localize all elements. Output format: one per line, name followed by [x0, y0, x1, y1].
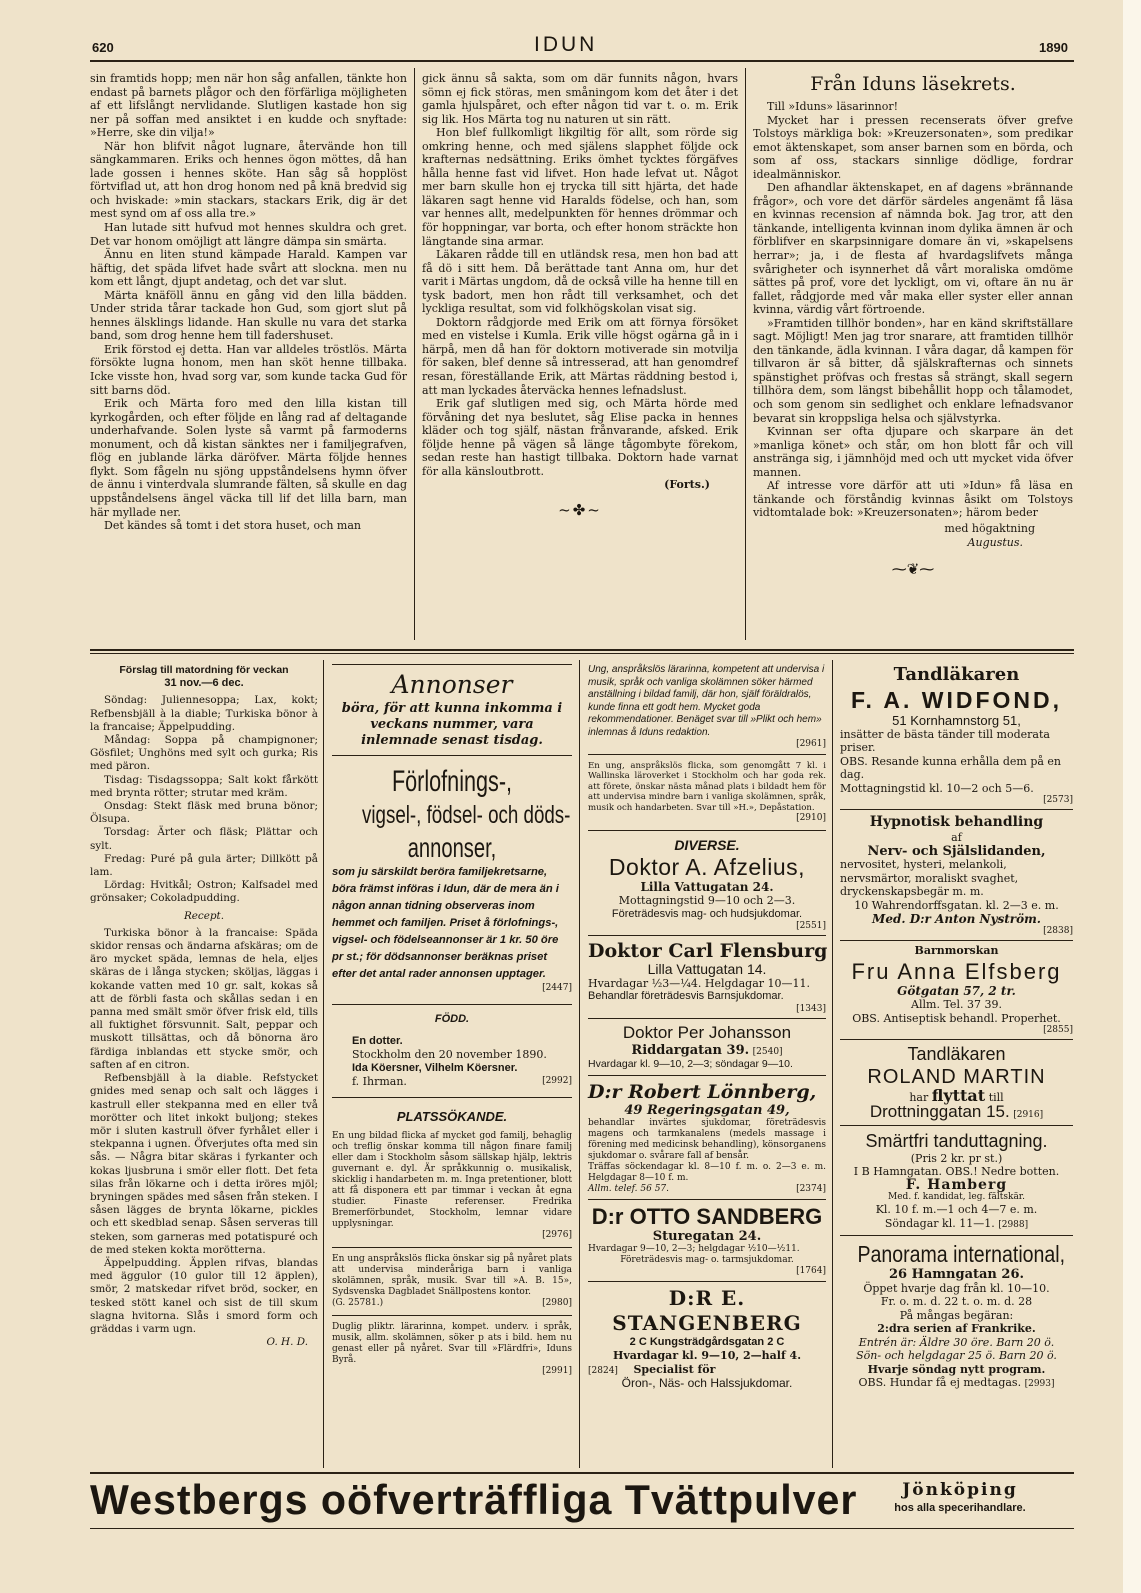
dentist-name: ROLAND MARTIN: [867, 1066, 1046, 1089]
ad-ref: [2988]: [998, 1220, 1029, 1231]
ad-ref: [2540]: [752, 1046, 783, 1057]
panorama-price: Sön- och helgdagar 25 ö. Barn 20 ö.: [856, 1349, 1057, 1363]
annonser-column: [332, 664, 572, 1377]
rule: [588, 935, 826, 936]
rule: [332, 1247, 572, 1248]
panorama-request: På mångas begäran:: [899, 1308, 1014, 1322]
doctor-text: behandlar invärtes sjukdomar, företrädesvis magens och tarmkanalens (medels massage i förening med medicinsk behandling), könsorganens sjukdomar o. svårare fall af bensår.: [588, 1117, 826, 1161]
panorama-price: Entrén är: Äldre 30 öre. Barn 20 ö.: [858, 1335, 1055, 1349]
forlof-text: som ju särskildt beröra familjekretsarne, böra främst införas i Idun, där de mera än i någon annan tidning observeras inom hemmet och familjen. Priset å förlofnings-, vigsel- och födelseannonser är 1 kr. 50 öre pr st.; för dödsannonser beräknas priset efter det antal rader annonsen upptager.: [332, 866, 559, 980]
footer-retail: hos alla specerihandlare.: [894, 1502, 1026, 1514]
rule: [332, 1315, 572, 1316]
doctor-hours: Hvardagar kl. 9—10, 2—half 4.: [612, 1349, 802, 1363]
forlof-heading-2: vigsel-, födsel- och döds-: [362, 801, 571, 829]
hypnosis-af: af: [951, 831, 962, 845]
recipe: Äppelpudding. Äpplen rifvas, blandas med äggulor (10 gulor till 12 äpplen), smör, 2 matskedar rifvet bröd, socker, en tesked stött kanel och sist de till skum slagna hvitorna. Slås i smord form och gräddas i varm ugn.: [90, 1256, 318, 1335]
rule: [588, 830, 826, 831]
painless-title: Smärtfri tanduttagning.: [865, 1130, 1048, 1151]
menu-day: Lördag: Hvitkål; Ostron; Kalfsadel med grönsaker; Cokoladpudding.: [90, 879, 318, 905]
rule: [840, 1235, 1073, 1236]
hypnosis-address: 10 Wahrendorffsgatan. kl. 2—3 e. m.: [854, 899, 1059, 913]
midwife-address: Götgatan 57, 2 tr.: [897, 983, 1016, 998]
lasekrets-paragraph: Kvinnan ser ofta djupare och skarpare än det »manliga könet» och står, om hon blott får och vill anstränga sig, i jämnhöjd med och utt mycket vida öfver mannen.: [753, 425, 1073, 479]
lasekrets-paragraph: Mycket har i pressen recenserats öfver grefve Tolstoys märkliga bok: »Kreuzersonaten», som predikar emot äktenskapet, som anser barnen som en börda, och som af oss, stackars sinnlige dödlige, fordrar idealmänniskor.: [753, 113, 1073, 181]
doctor-specialty: Behandlar företrädesvis Barnsjukdomar.: [588, 990, 784, 1003]
doctor-hours: Träffas söckendagar kl. 8—10 f. m. o. 2—3 e. m. Helgdagar 8—10 f. m.: [588, 1161, 826, 1183]
painless-degree: Med. f. kandidat, leg. fältskär.: [888, 1192, 1025, 1203]
ad-ref: [2976]: [542, 1230, 572, 1241]
story-column-1: [90, 72, 407, 533]
dentist-moved: flyttat: [931, 1086, 986, 1106]
annonser-subtitle: böra, för att kunna inkomma i veckans nummer, vara inlemnade senast tisdag.: [341, 701, 563, 748]
doctor-address: Lilla Vattugatan 24.: [640, 879, 774, 894]
annonser-title: Annonser: [391, 670, 513, 699]
painless-sunday: Söndagar kl. 11—1.: [884, 1217, 995, 1231]
story-paragraph: Hon blef fullkomligt likgiltig för allt, som rörde sig omkring henne, och med själens slapphet följde ock krafternas nedsättning. Eriks ömhet tycktes förgäfves hålla henne fast vid lifvet. Hon hade lefvat ut. Något mer barn skulle hon ej trycka till sitt hjärta, det hade läkaren sagt henne vid Haralds födelse, och han, som var hennes allt, medelpunkten för hennes drömmar och för hoppningar, var borta, och efter honom sträckte hon längtande sina armar.: [422, 126, 738, 248]
fodd-line: Stockholm den 20 november 1890.: [352, 1048, 547, 1062]
doctor-address: 2 C Kungsträdgårdsgatan 2 C: [629, 1335, 785, 1348]
midwife-telephone: Allm. Tel. 37 39.: [911, 998, 1002, 1012]
rule: [588, 1018, 826, 1019]
dentist-address: 51 Kornhamnstorg 51,: [892, 713, 1021, 728]
painless-price: (Pris 2 kr. pr st.): [910, 1151, 1003, 1165]
hypnosis-doctor: Med. D:r Anton Nyström.: [872, 911, 1041, 926]
page-edge: [1123, 0, 1141, 1593]
menu-column: [90, 664, 318, 1349]
fodd-line: f. Ihrman.: [352, 1075, 407, 1089]
midwife-name: Fru Anna Elfsberg: [851, 958, 1062, 984]
doctor-specialty: Företrädesvis mag- och hudsjukdomar.: [611, 907, 803, 920]
doctor-name: Doktor Carl Flensburg: [588, 940, 828, 963]
doctor-address: Sturegatan 24.: [652, 1228, 762, 1244]
menu-dates: 31 nov.—6 dec.: [164, 677, 244, 690]
doctor-hours: Hvardagar ½3—¼4. Helgdagar 10—11.: [588, 976, 810, 990]
lasekrets-paragraph: Af intresse vore därför att uti »Idun» få läsa en tänkande och förståndig kvinnas åsikt om Tolstoys vidtomtalade bok: »Kreuzersonaten»; härom beder: [753, 479, 1073, 520]
rule: [332, 664, 572, 665]
column-divider: [323, 660, 324, 1468]
section-rule: [90, 649, 1074, 651]
column-divider: [832, 660, 833, 1468]
doctor-hours: Hvardagar kl. 9—10, 2—3; söndagar 9—10.: [588, 1057, 793, 1070]
dentist-obs: OBS. Resande kunna erhålla dem på en dag.: [840, 754, 1062, 782]
lasekrets-paragraph: Den afhandlar äktenskapet, en af dagens »brännande frågor», och vore det därför särdeles angenämt få läsa en kvinnas recension af nämnda bok. Jag tror, att den tänkande, intelligenta kvinnan inom dylika ämnen är och förblifver en skarpsinnigare domare än vi, »skapelsens herrar»; ja, i de flesta af hvardagslifvets många svårigheter och isynnerhet då vårt moraliska omdöme sättes på prof, vore det lyckligt, om vi, oftare än nu är fallet, rådgjorde med vår maka eller syster eller annan kvinna, värdig vårt förtroende.: [753, 181, 1073, 317]
ad-ref: [2855]: [1043, 1025, 1073, 1036]
recept-title: Recept.: [183, 909, 225, 922]
ornament: ~✤~: [558, 500, 602, 519]
story-paragraph: Erik gaf slutligen med sig, och Märta hörde med förvåning det nya beslutet, såg Elise packa in hennes kläder och tog själf, nästan frånvarande, afsked. Erik följde henne på vägen så länge tågombyte förekom, sedan reste han hastigt tillbaka. Doktorn hade varnat för alla känsloutbrott.: [422, 397, 738, 478]
rule: [332, 1004, 572, 1005]
doctor-hours: Mottagningstid 9—10 och 2—3.: [618, 894, 796, 908]
flourish-icon: ⁓❦⁓: [891, 560, 935, 579]
doctor-telephone: Allm. telef. 56 57.: [588, 1183, 670, 1194]
painless-hours: Kl. 10 f. m.—1 och 4—7 e. m.: [875, 1203, 1038, 1217]
menu-day: Onsdag: Stekt fläsk med bruna bönor; Ölsupa.: [90, 800, 318, 826]
fodd-title: FÖDD.: [434, 1013, 470, 1025]
ad-ref: [2447]: [542, 983, 572, 993]
panorama-dates: Fr. o. m. d. 22 t. o. m. d. 28: [880, 1295, 1033, 1309]
lasekrets-greeting: Till »Iduns» läsarinnor!: [767, 100, 899, 113]
doctor-address: 49 Regeringsgatan 49,: [624, 1103, 790, 1119]
section-rule: [90, 653, 1074, 654]
story-paragraph: sin framtids hopp; men när hon såg anfallen, tänkte hon endast på barnets plågor och den förfärliga möjligheten af ett lifslångt nervlidande. Slutligen kastade hon sig ner på soffan med ansiktet i en kudde och snyftade: »Herre, ske din vilja!»: [90, 72, 407, 140]
rule: [840, 1039, 1073, 1040]
forlof-heading-3: annonser,: [407, 832, 497, 863]
fodd-line: En dotter.: [352, 1034, 403, 1047]
plats-ad: Duglig pliktr. lärarinna, kompet. underv. i språk, musik, allm. skolämnen, söker p ats i bild. hem nu genast eller på nyåret. Svar till »Flärdfri», Iduns Byrå.: [332, 1322, 572, 1366]
ad-ref: [2838]: [1043, 926, 1073, 937]
footer-banner: Westbergs oöfverträffliga Tvättpulver: [90, 1476, 858, 1523]
doctors-column: [588, 664, 826, 1390]
ad-ref: [2824]: [588, 1365, 618, 1376]
footer-rule: [90, 1528, 1074, 1529]
ad-ref: [1764]: [796, 1265, 826, 1276]
dentist-address: Drottninggatan 15.: [869, 1101, 1010, 1121]
menu-day: Tisdag: Tisdagssoppa; Salt kokt fårkött med brynta rötter; strutar med kräm.: [90, 773, 318, 799]
doctor-address: Lilla Vattugatan 14.: [647, 961, 767, 978]
dentist-name: F. A. WIDFOND,: [850, 687, 1063, 713]
story-paragraph: Märta knäföll ännu en gång vid den lilla bädden. Under strida tårar tackade hon Gud, som gjort slut på hennes älsklings lidande. Han skulle nu vara det starka band, som drog henne hem till fadershuset.: [90, 288, 407, 343]
story-paragraph: Doktorn rådgjorde med Erik om att förnya försöket med en vistelse i Kumla. Erik ville högst ogärna gå in i härpå, men då han för doktorn motiverade sin motvilja för saken, blef denne så intresserad, att han genomdref resan, föreställande Erik, att Märtas räddning bestod i, att man lyckades återväcka hennes lefnadslust.: [422, 315, 738, 397]
dentist-title: Tandläkaren: [893, 664, 1020, 685]
doctor-address: Riddargatan 39.: [631, 1042, 750, 1058]
doctor-specialty: Öron-, Näs- och Halssjukdomar.: [621, 1375, 793, 1390]
ad-ref: [2991]: [542, 1366, 572, 1377]
dentist-text: insätter de bästa tänder till moderata priser.: [840, 727, 1050, 755]
lasekrets-title: Från Iduns läsekrets.: [810, 73, 1016, 95]
rule: [588, 1281, 826, 1282]
rule: [840, 1125, 1073, 1126]
story-paragraph: Läkaren rådde till en utländsk resa, men hon bad att få dö i sitt hem. Då berättade tant Anna om, hur det varit i Märtas ungdom, då de också ville ha henne till en tysk badort, men hon rådt till verksamhet, och det lyckliga resultat, som vid folkhögskolan visat sig.: [422, 248, 738, 316]
dentist-title: Tandläkaren: [907, 1044, 1006, 1065]
menu-title: Förslag till matordning för veckan: [119, 664, 289, 676]
story-paragraph: Det kändes så tomt i det stora huset, och man: [104, 519, 361, 533]
rule: [332, 1097, 572, 1098]
diverse-title: DIVERSE.: [674, 837, 740, 854]
menu-day: Torsdag: Ärter och fläsk; Plättar och sylt.: [90, 826, 318, 852]
ad-ref: [1343]: [796, 1003, 826, 1014]
recipe: Refbensbjäll à la diable. Refstycket gnides med senap och salt och lägges i kastrull eller stekpanna med en eller två morötter och litet inkokt buljong; stekes mör i sluten kastrull öfver fyrhålet eller i stekpanna i ugnen. Öfverjutes ofta med sin sås. — Några bitar skäras i fyrkanter och kokas ljusbruna i smör eller flott. Det feta silas från lökarne och i detta iröres mjöl; bryningen spädes med såsen från steken. I såsen lägges de brynta lökarne, pickles och ett skedblad senap. Såsen serveras till steken, som garneras med potatispuré och de med steken kokta morötterna.: [90, 1072, 318, 1256]
story-paragraph: gick ännu så sakta, som om där funnits någon, hvars sömn ej fick störas, men småningom kom det åter i det gamla hjulspåret, och efter någon tid var t. o. m. Erik sig lik. Hos Märta tog nu naturen ut sin rätt.: [422, 72, 738, 126]
rule: [840, 809, 1073, 810]
ad-ref: [2993]: [1024, 1379, 1055, 1390]
fodd-line: Ida Köersner, Vilhelm Köersner.: [352, 1061, 518, 1074]
lasekrets-column: [753, 72, 1073, 577]
rule: [588, 1199, 826, 1200]
ad-ref: [2374]: [796, 1183, 826, 1194]
doctor-name: D:r Robert Lönnberg,: [588, 1081, 817, 1104]
painless-address: I B Hamngatan. OBS.! Nedre botten.: [853, 1165, 1060, 1179]
midwife-title: Barnmorskan: [914, 944, 999, 958]
ad-ref: [2551]: [796, 921, 826, 932]
lasekrets-paragraph: »Framtiden tillhör bonden», har en känd skriftställare sagt. Möjligt! Men jag tror snarare, att framtiden tillhör den tänkande, ädla kvinnan. I våra dagar, då kampen för tillvaron är så bitter, då själskrafternas och sinnets spänstighet pröfvas och frestas så strängt, skall segern tillhöra dem, som längst bibehållit hopp och tålamodet, och som genom sin sedlighet och enklare lefnadsvanor bevarat sin kroppsliga helsa och självstyrka.: [753, 316, 1073, 425]
panorama-title: Panorama international,: [857, 1241, 1066, 1268]
ads-column-right: [840, 664, 1073, 1390]
page-number: 620: [92, 40, 114, 55]
story-paragraph: Ännu en liten stund kämpade Harald. Kampen var häftig, det späda lifvet hade svårt att slockna. men nu kom ett långt, djupt andetag, och det var slut.: [90, 248, 407, 289]
ad-ref: [2961]: [796, 739, 826, 749]
continued-note: (Forts.): [664, 478, 710, 492]
ad-ref: [2916]: [1013, 1109, 1044, 1120]
ad-ref: [2992]: [542, 1076, 572, 1087]
plats-ad: En ung bildad flicka af mycket god familj, behaglig och treflig önskar komma till någon finare familj eller dam i Stockholm såsom sällskap hjälp, lektris guvernant e. dyl. Är språkkunnig o. musikalisk, skicklig i handarbeten m. m. Inga pretentioner, blott att få disponera ett par timmar i veckan åt egna studier. Finaste referenser. Fredrika Bremerförbundet, Stockholm, lemnar vidare upplysningar.: [332, 1131, 572, 1230]
story-column-2: [422, 72, 738, 518]
lasekrets-closing: med högaktning: [944, 521, 1035, 535]
footer-city: Jönköping: [902, 1480, 1018, 1500]
rule: [588, 754, 826, 755]
menu-day: Fredag: Puré på gula ärter; Dillkött på lam.: [90, 852, 318, 879]
column-divider: [745, 68, 746, 640]
story-paragraph: Erik förstod ej detta. Han var alldeles tröstlös. Märta försökte lugna honom, men han sköt henne tillbaka. Icke visste hon, hvad sorg var, som kunde tacka Gud för sitt barns död.: [90, 342, 407, 397]
year: 1890: [1039, 40, 1068, 55]
ad-ref: [2573]: [1043, 795, 1073, 806]
rule: [840, 940, 1073, 941]
doctor-name: D:R E. STANGENBERG: [612, 1285, 802, 1335]
column-divider: [579, 660, 580, 1468]
forlof-heading-1: Förlofnings-,: [391, 765, 513, 798]
dentist-hours: Mottagningstid kl. 10—2 och 5—6.: [840, 781, 1034, 795]
panorama-program: Hvarje söndag nytt program.: [867, 1362, 1046, 1376]
story-paragraph: När hon blifvit något lugnare, återvände hon till sängkammaren. Eriks och hennes ögon möttes, då han lade gossen i hennes sköte. Han såg så hopplöst förtviflad ut, att hon drog honom ned på knä bredvid sig och hviskade: »min stackars, stackars Erik, dig är det mest synd om af oss alla tre.»: [90, 139, 407, 221]
doctor-specialty-label: Specialist för: [633, 1362, 716, 1376]
rule: [332, 755, 572, 756]
hypnosis-text: nervositet, hysteri, melankoli, nervsmärtor, moraliskt svaghet, dryckenskapsbegär m. m.: [840, 858, 1019, 899]
plats-note: (G. 25781.): [332, 1298, 384, 1309]
dentist-word: har: [909, 1091, 929, 1105]
menu-signature: O. H. D.: [266, 1336, 308, 1349]
hypnosis-title: Hypnotisk behandling: [869, 814, 1044, 831]
doctor-hours: Hvardagar 9—10, 2—3; helgdagar ½10—½11.: [588, 1243, 800, 1254]
story-paragraph: Han lutade sitt hufvud mot hennes skuldra och gret. Det var honom omöjligt att längre dämpa sin smärta.: [90, 221, 407, 248]
menu-day: Måndag: Soppa på champignoner; Gösfilet; Unghöns med sylt och gurka; Ris med päron.: [90, 734, 318, 773]
hypnosis-subtitle: Nerv- och Själslidanden,: [867, 843, 1046, 859]
doctor-name: D:r OTTO SANDBERG: [591, 1203, 823, 1229]
panorama-open: Öppet hvarje dag från kl. 10—10.: [863, 1281, 1050, 1295]
painless-name: F. Hamberg: [905, 1176, 1008, 1193]
recipe: Turkiska bönor à la francaise: Späda skidor rensas och ändarna afskäras; om de äro mycket späda, lemnas de hela, eljes skäras de i långa stycken; sköljas, läggas i kokande vatten med 10 gr. salt, kokas så att de förbli fasta och skållas sedan i en panna med smält smör öfver frisk eld, tills all fuktighet försvunnit. Salt, peppar och muskott tillsättas, och då bönorna äro färdiga inblandas ett stycke smör, och saften af en citron.: [90, 926, 318, 1071]
lasekrets-signature: Augustus.: [967, 535, 1023, 549]
ad-ref: [2910]: [796, 813, 826, 824]
teacher-ad: En ung, anspråkslös flicka, som genomgått 7 kl. i Wallinska läroverket i Stockholm och har goda rek. att förete, önskar nästa månad plats i bildadt hem för att undervisa mindre barn i vanliga skolämnen, språk, musik och handarbeten. Svar till »H.», Depåstation.: [588, 761, 826, 813]
panorama-address: 26 Hamngatan 26.: [888, 1267, 1025, 1283]
teacher-ad: Ung, anspråkslös lärarinna, kompetent att undervisa i musik, språk och vanliga skolämnen söker härmed anställning i bildad familj, där hon, själf föräldralös, kunde finna ett godt hem. Mycket goda rekommendationer. Benäget svar till »Plikt och hem» inlemnas å Iduns redaktion.: [588, 664, 825, 738]
masthead: IDUN: [534, 33, 598, 56]
column-divider: [414, 68, 415, 640]
panorama-series: 2:dra serien af Frankrike.: [877, 1322, 1036, 1336]
doctor-name: Doktor A. Afzelius,: [608, 853, 806, 880]
header-rule: [90, 60, 1074, 62]
story-paragraph: Erik och Märta foro med den lilla kistan till kyrkogården, och efter följde en lång rad af deltagande underhafvande. Solen lyste så varmt på farmoderns monument, och då kistan sänktes ner i familjegrafven, flög en jublande lärka däröfver. Märta följde hennes flykt. Som fågeln nu sjöng uppståndelsens hymn öfver de ännu i vinterdvala slumrande fälten, så skulle en dag uppståndelsens ängel väcka till lif det lilla barn, man här myllade ner.: [90, 397, 407, 519]
panorama-obs: OBS. Hundar få ej medtagas.: [858, 1376, 1022, 1390]
doctor-specialty: Företrädesvis mag- o. tarmsjukdomar.: [620, 1254, 794, 1265]
plats-title: PLATSSÖKANDE.: [396, 1108, 508, 1124]
menu-day: Söndag: Juliennesoppa; Lax, kokt; Refbensbjäll à la diable; Turkiska bönor à la francaise; Äppelpudding.: [90, 694, 318, 733]
doctor-name: Doktor Per Johansson: [622, 1022, 792, 1042]
plats-ad: En ung anspråkslös flicka önskar sig på nyåret plats att undervisa minderåriga barn i vanliga skolämnen, språk, musik. Svar till »A. B. 15», Sydsvenska Dagbladet Snällpostens kontor.: [332, 1254, 572, 1298]
rule: [588, 1075, 826, 1076]
dentist-word: till: [988, 1091, 1004, 1105]
ad-ref: [2980]: [542, 1298, 572, 1309]
midwife-obs: OBS. Antiseptisk behandl. Properhet.: [852, 1011, 1061, 1025]
